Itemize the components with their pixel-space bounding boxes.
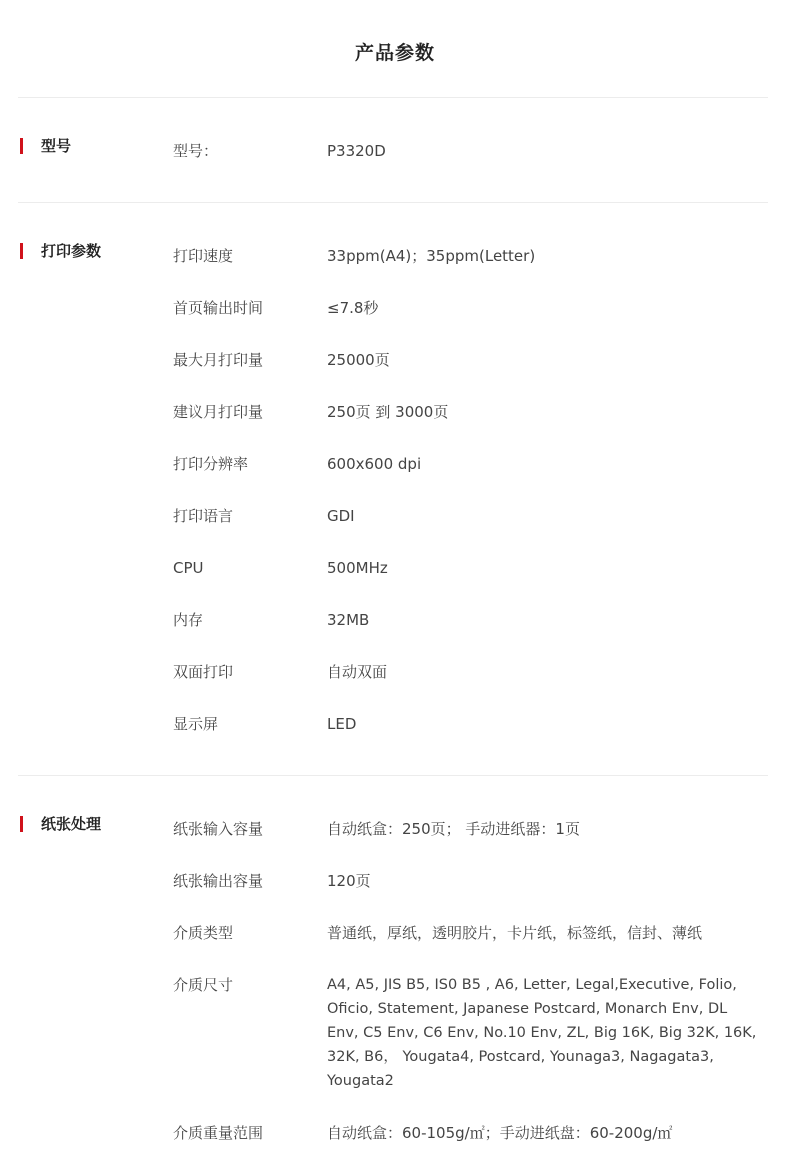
- spec-value: 32MB: [327, 611, 370, 629]
- section-marker-bar: [20, 816, 23, 832]
- spec-value: 25000页: [327, 351, 390, 369]
- divider: [18, 97, 768, 98]
- spec-label: 显示屏: [173, 715, 219, 733]
- spec-label: 最大月打印量: [173, 351, 264, 369]
- divider: [18, 202, 768, 203]
- spec-label: CPU: [173, 559, 204, 577]
- spec-value: A4, A5, JIS B5, IS0 B5 , A6, Letter, Legal,Executive, Folio, Oficio, Statement, Japanese Postcard, Monarch Env, DL Env, C5 Env, C6 Env, No.10 Env, ZL, Big 16K, Big 32K, 16K, 32K, B6， Yougata4, Postcard, Younaga3, Nagagata3, Yougata2: [327, 977, 757, 1089]
- spec-value: 自动纸盒：60-105g/㎡；手动进纸盘：60-200g/㎡: [327, 1124, 673, 1142]
- section-heading-paper-handling: [20, 815, 101, 833]
- section-marker-bar: [20, 138, 23, 154]
- section-heading-model: [20, 137, 71, 155]
- spec-label: 首页输出时间: [173, 299, 264, 317]
- spec-label: 双面打印: [173, 663, 234, 681]
- spec-value: 250页 到 3000页: [327, 403, 449, 421]
- spec-value: GDI: [327, 507, 355, 525]
- divider: [18, 775, 768, 776]
- spec-label: 纸张输入容量: [173, 820, 264, 838]
- spec-value: 自动双面: [327, 663, 388, 681]
- spec-value: 普通纸，厚纸，透明胶片，卡片纸，标签纸，信封、薄纸: [327, 924, 703, 942]
- spec-value: LED: [327, 715, 357, 733]
- section-heading-label: 型号: [41, 137, 72, 155]
- spec-value: 120页: [327, 872, 371, 890]
- spec-value: 600x600 dpi: [327, 455, 422, 473]
- section-heading-print-params: [20, 242, 101, 260]
- page-title: 产品参数: [354, 42, 435, 64]
- spec-label: 型号：: [173, 142, 219, 160]
- spec-value: ≤7.8秒: [327, 299, 379, 317]
- spec-value: 500MHz: [327, 559, 388, 577]
- spec-value: P3320D: [327, 142, 386, 160]
- spec-label: 打印分辨率: [173, 455, 249, 473]
- spec-label: 打印速度: [173, 247, 234, 265]
- section-heading-label: 打印参数: [41, 242, 102, 260]
- spec-label: 建议月打印量: [173, 403, 264, 421]
- spec-label: 打印语言: [173, 507, 234, 525]
- spec-label: 介质类型: [173, 924, 234, 942]
- section-heading-label: 纸张处理: [41, 815, 102, 833]
- spec-value: 自动纸盒：250页； 手动进纸器：1页: [327, 820, 580, 838]
- spec-label: 内存: [173, 611, 204, 629]
- spec-label: 介质重量范围: [173, 1124, 264, 1142]
- spec-value: 33ppm(A4)；35ppm(Letter): [327, 247, 536, 265]
- section-marker-bar: [20, 243, 23, 259]
- spec-label: 纸张输出容量: [173, 872, 264, 890]
- spec-label: 介质尺寸: [173, 976, 234, 994]
